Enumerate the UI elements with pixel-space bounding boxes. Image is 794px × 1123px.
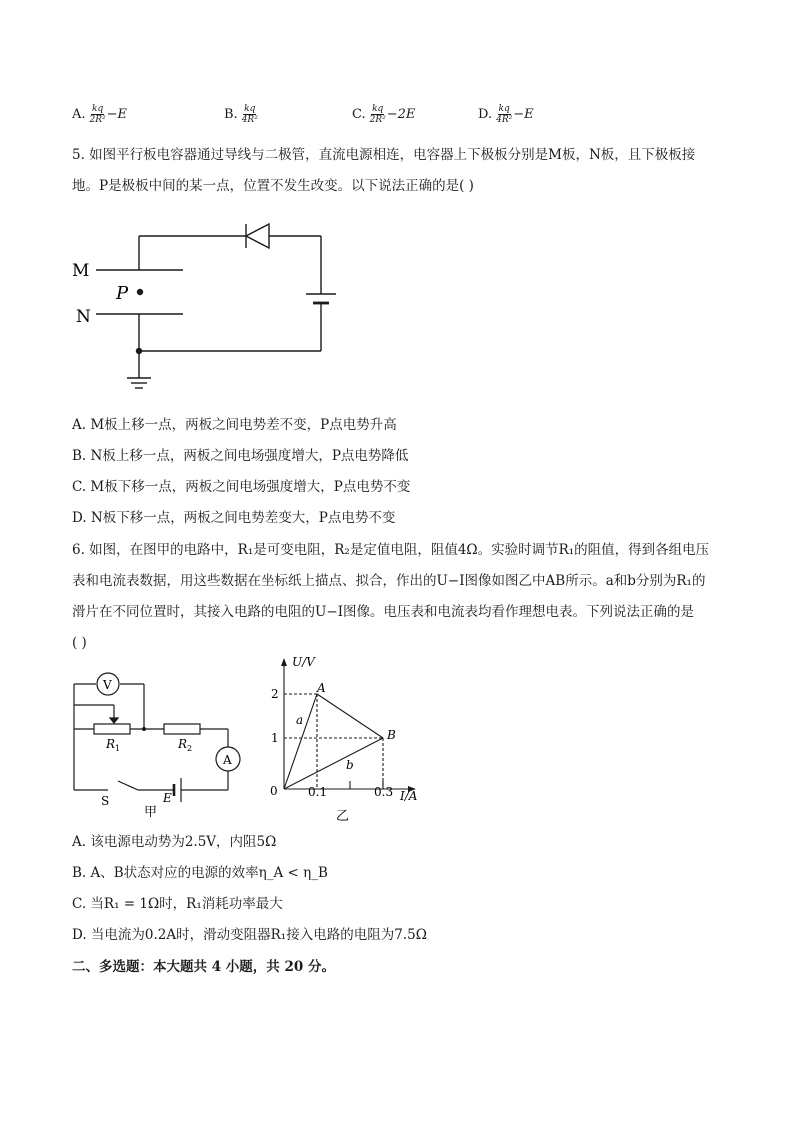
point-b-label: B: [387, 728, 396, 742]
q4-option-d: D. $\frac{kq}{\text{4R²}}$ −E: [478, 104, 534, 125]
y-tick-1: 1: [271, 731, 279, 745]
resistor-r2-icon: [164, 724, 200, 734]
battery-label: E: [163, 791, 172, 805]
fraction: $\frac{kq}{\text{2R²}}$: [369, 104, 386, 125]
x-tick-0-1: 0.1: [308, 785, 328, 799]
q6-option-a: A. 该电源电动势为2.5V，内阻5Ω: [72, 834, 277, 850]
switch-icon: [118, 781, 138, 790]
diode-icon: [246, 224, 269, 248]
q5-stem-line-1: 5. 如图平行板电容器通过导线与二极管，直流电源相连，电容器上下极板分别是M板，N板，且下极板接: [72, 147, 696, 163]
line-b-label: b: [346, 758, 354, 772]
q4-option-a: A. $\frac{kq}{\text{2R²}}$ −E: [72, 104, 128, 125]
q6-stem-line-4: ( ): [72, 635, 87, 651]
fraction: $\frac{kq}{\text{2R²}}$: [89, 104, 106, 125]
section-2-header: 二、多选题：本大题共 4 小题，共 20 分。: [72, 959, 335, 975]
q5-capacitor-circuit-figure: [66, 215, 346, 395]
label-p: P: [116, 283, 129, 304]
q4-option-b: B. $\frac{kq}{\text{4R²}}$: [224, 104, 258, 125]
q6-option-c: C. 当R₁ = 1Ω时，R₁消耗功率最大: [72, 896, 283, 912]
fraction: $\frac{kq}{\text{4R²}}$: [241, 104, 258, 125]
y-axis-arrow-icon: [281, 658, 287, 666]
ammeter-label: A: [223, 753, 232, 767]
line-a-label: a: [296, 713, 304, 727]
figure-caption-yi: 乙: [336, 809, 350, 824]
label-m: M: [72, 261, 90, 281]
x-tick-0-3: 0.3: [374, 785, 394, 799]
q6-stem-line-1: 6. 如图，在图甲的电路中，R₁是可变电阻，R₂是定值电阻，阻值4Ω。实验时调节R₁的阻值，得到各组电压: [72, 542, 710, 558]
q6-stem-line-2: 表和电流表数据，用这些数据在坐标纸上描点、拟合，作出的U−I图像如图乙中AB所示。a和b分别为R₁的: [72, 573, 706, 589]
label-n: N: [76, 307, 91, 327]
r1-label: $R_1$: [106, 737, 121, 753]
fraction: $\frac{kq}{\text{4R²}}$: [496, 104, 513, 125]
q4-option-c: C. $\frac{kq}{\text{2R²}}$ −2E: [352, 104, 416, 125]
x-axis-label: I/A: [400, 789, 418, 803]
line-ab: [317, 694, 383, 738]
q6-ui-graph-figure: [262, 648, 432, 824]
q5-option-a: A. M板上移一点，两板之间电势差不变，P点电势升高: [72, 417, 397, 433]
slider-arrow-icon: [110, 718, 118, 723]
q6-option-d: D. 当电流为0.2A时，滑动变阻器R₁接入电路的电阻为7.5Ω: [72, 927, 427, 943]
q5-option-b: B. N板上移一点，两板之间电场强度增大，P点电势降低: [72, 448, 409, 464]
figure-caption-jia: 甲: [144, 805, 158, 820]
q6-stem-line-3: 滑片在不同位置时，其接入电路的电阻的U−I图像。电压表和电流表均看作理想电表。下列说法正确的是: [72, 604, 695, 620]
y-tick-2: 2: [271, 687, 279, 701]
q5-option-d: D. N板下移一点，两板之间电势差变大，P点电势不变: [72, 510, 396, 526]
q4-options: [72, 104, 732, 134]
q6-circuit-figure: [64, 668, 254, 820]
junction-dot: [142, 727, 146, 731]
voltmeter-label: V: [103, 678, 112, 692]
switch-label: S: [101, 794, 110, 808]
resistor-r1-icon: [94, 724, 130, 734]
q5-stem-line-2: 地。P是极板中间的某一点，位置不发生改变。以下说法正确的是( ): [72, 178, 474, 194]
y-axis-label: U/V: [292, 655, 315, 669]
point-a-label: A: [317, 681, 326, 695]
point-p-dot: [137, 289, 143, 295]
q6-option-b: B. A、B状态对应的电源的效率η_A < η_B: [72, 865, 328, 881]
junction-dot: [136, 348, 142, 354]
q5-option-c: C. M板下移一点，两板之间电场强度增大，P点电势不变: [72, 479, 411, 495]
r2-label: $R_2$: [178, 737, 193, 753]
origin-label: 0: [270, 784, 278, 798]
